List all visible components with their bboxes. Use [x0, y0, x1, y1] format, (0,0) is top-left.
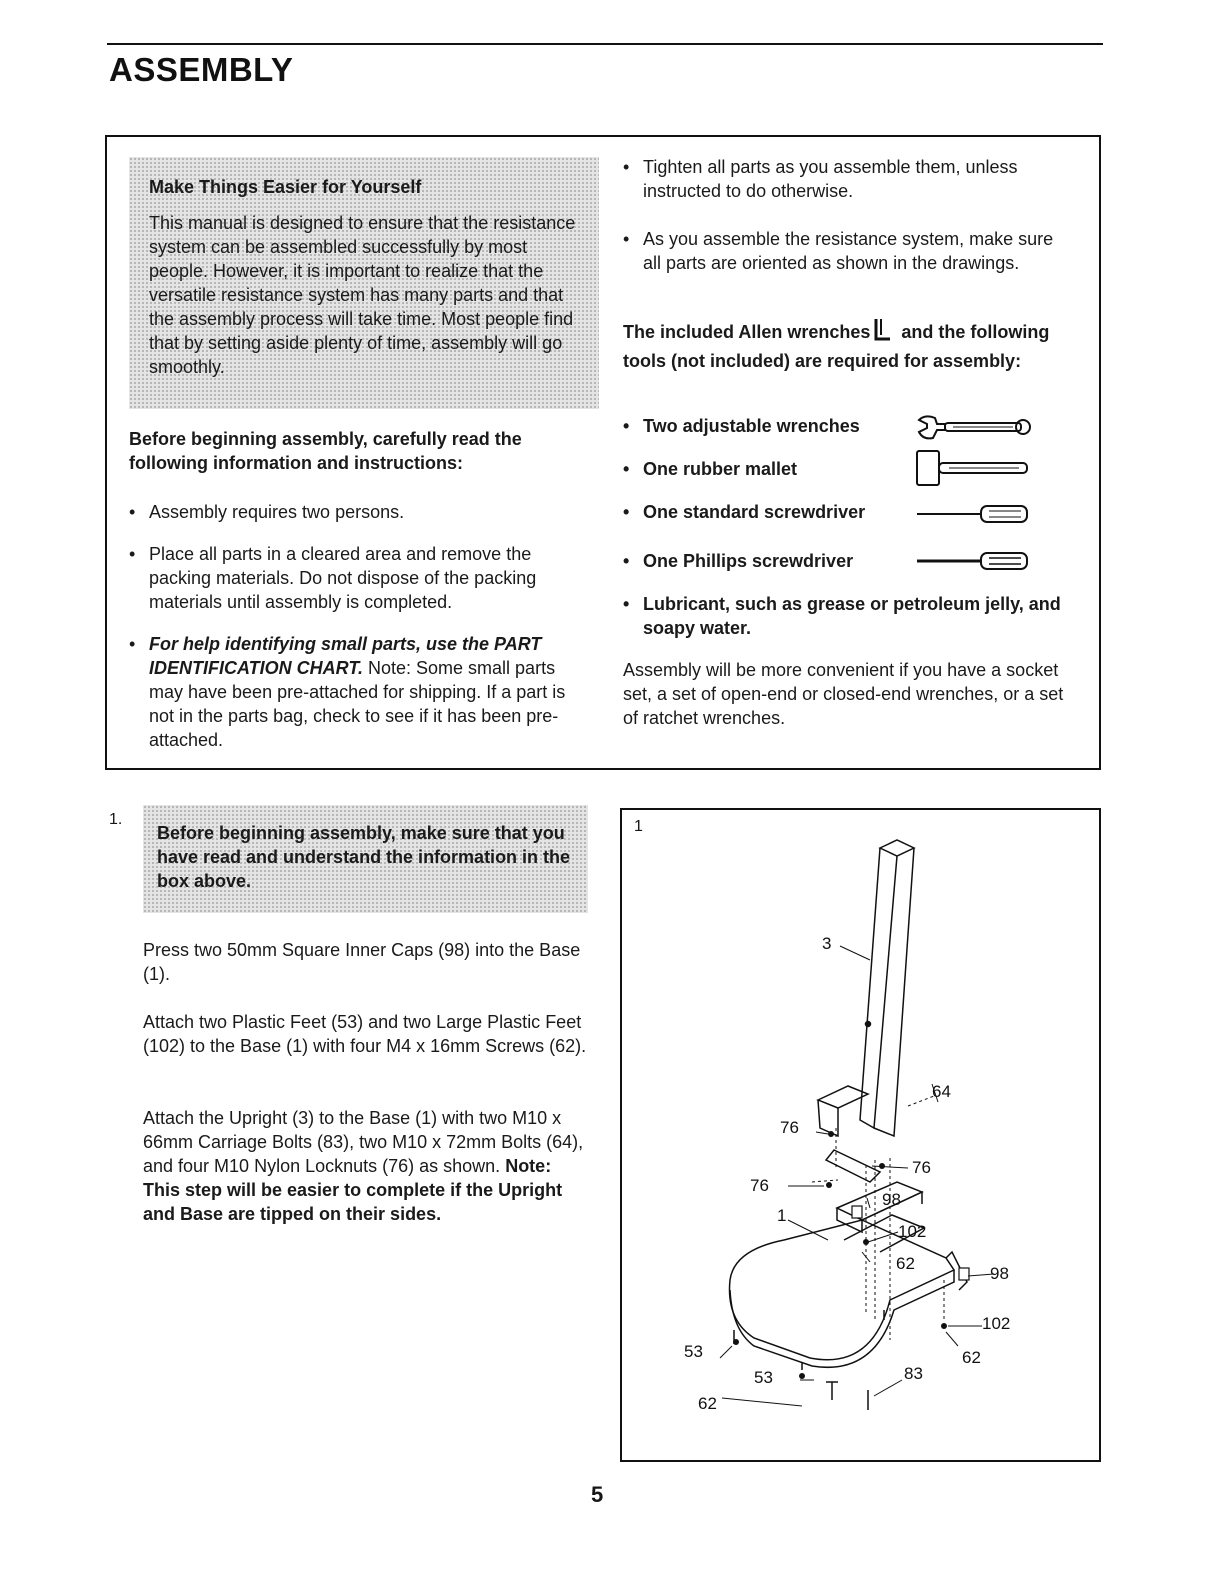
label-98-upper: 98	[882, 1190, 901, 1209]
step-paragraph-3	[143, 1106, 588, 1226]
step-paragraph-2: Attach two Plastic Feet (53) and two Large Plastic Feet (102) to the Base (1) with four M4 x 16mm Screws (62).	[143, 1012, 587, 1056]
label-62-right: 62	[962, 1348, 981, 1367]
step-number: 1.	[109, 811, 123, 828]
info-box	[105, 135, 1101, 770]
page-number: 5	[591, 1482, 604, 1507]
left-bullet-2: • Place all parts in a cleared area and remove the packing materials. Do not dispose of the packing materials until assembly is completed.	[129, 542, 589, 614]
figure-number: 1	[634, 818, 643, 835]
tip-panel	[129, 157, 599, 409]
right-bullet-2: • As you assemble the resistance system, make sure all parts are oriented as shown in the drawings.	[623, 227, 1073, 275]
label-76-upper: 76	[780, 1118, 799, 1137]
right-bullet-1: • Tighten all parts as you assemble them, unless instructed to do otherwise.	[623, 155, 1073, 203]
label-102-upper: 102	[898, 1222, 927, 1241]
label-83: 83	[904, 1364, 923, 1383]
tool-phillips-screwdriver: • One Phillips screwdriver	[623, 549, 923, 573]
step-paragraph-3-text: Attach the Upright (3) to the Base (1) with two M10 x 66mm Carriage Bolts (83), two M10 x 72mm Bolts (64), and four M10 Nylon Locknuts (76) as shown.	[143, 1108, 584, 1176]
step-callout-text: Before beginning assembly, make sure that you have read and understand the information in the box above.	[157, 823, 571, 891]
adjustable-wrench-icon	[915, 412, 1033, 447]
allen-wrench-icon	[872, 317, 894, 349]
label-53-left: 53	[684, 1342, 703, 1361]
tools-heading-a: The included Allen wrenches	[623, 321, 871, 342]
phillips-screwdriver-icon	[915, 549, 1037, 578]
page-title: ASSEMBLY	[109, 51, 294, 88]
step-paragraph-3-note: Note: This step will be easier to complete if the Upright and Base are tipped on their sides.	[143, 1156, 563, 1224]
label-64: 64	[932, 1082, 951, 1101]
part-chart-note: Note: Some small parts may have been pre-attached for shipping. If a part is not in the parts bag, check to see if it has been pre-attached.	[149, 658, 566, 750]
tip-title: Make Things Easier for Yourself	[149, 177, 422, 197]
tool-standard-screwdriver: • One standard screwdriver	[623, 500, 923, 524]
label-62-bottom: 62	[698, 1394, 717, 1413]
label-102-right: 102	[982, 1314, 1011, 1333]
header-rule	[107, 43, 1103, 45]
part-chart-emphasis: For help identifying small parts, use the PART IDENTIFICATION CHART.	[149, 634, 542, 678]
label-76-right: 76	[912, 1158, 931, 1177]
label-53-center: 53	[754, 1368, 773, 1387]
left-bullet-3	[129, 632, 589, 752]
assembly-figure	[620, 808, 1101, 1462]
tools-heading-b: and the following tools (not included) are required for assembly:	[623, 321, 1050, 371]
standard-screwdriver-icon	[915, 502, 1037, 531]
tool-rubber-mallet: • One rubber mallet	[623, 457, 923, 481]
label-98-right: 98	[990, 1264, 1009, 1283]
left-bullet-1: • Assembly requires two persons.	[129, 500, 589, 524]
convenience-note: Assembly will be more convenient if you have a socket set, a set of open-end or closed-end wrenches, or a set of ratchet wrenches.	[623, 660, 1064, 728]
before-heading: Before beginning assembly, carefully read the following information and instructions:	[129, 429, 522, 473]
label-3: 3	[822, 934, 832, 953]
label-62-upper: 62	[896, 1254, 915, 1273]
label-76-left: 76	[750, 1176, 769, 1195]
assembly-diagram	[622, 810, 1099, 1460]
tool-adjustable-wrenches: • Two adjustable wrenches	[623, 414, 923, 438]
rubber-mallet-icon	[915, 449, 1033, 494]
tools-heading	[623, 317, 1078, 373]
tip-text: This manual is designed to ensure that the resistance system can be assembled successfully by most people. However, it is important to realize that the versatile resistance system has many parts and that the assembly process will take time. Most people find that by setting aside plenty of time, assembly will go smoothly.	[149, 213, 576, 377]
tool-lubricant: • Lubricant, such as grease or petroleum jelly, and soapy water.	[623, 592, 1078, 640]
step-paragraph-1: Press two 50mm Square Inner Caps (98) into the Base (1).	[143, 940, 581, 984]
step-callout-panel	[143, 805, 588, 913]
label-1: 1	[777, 1206, 787, 1225]
